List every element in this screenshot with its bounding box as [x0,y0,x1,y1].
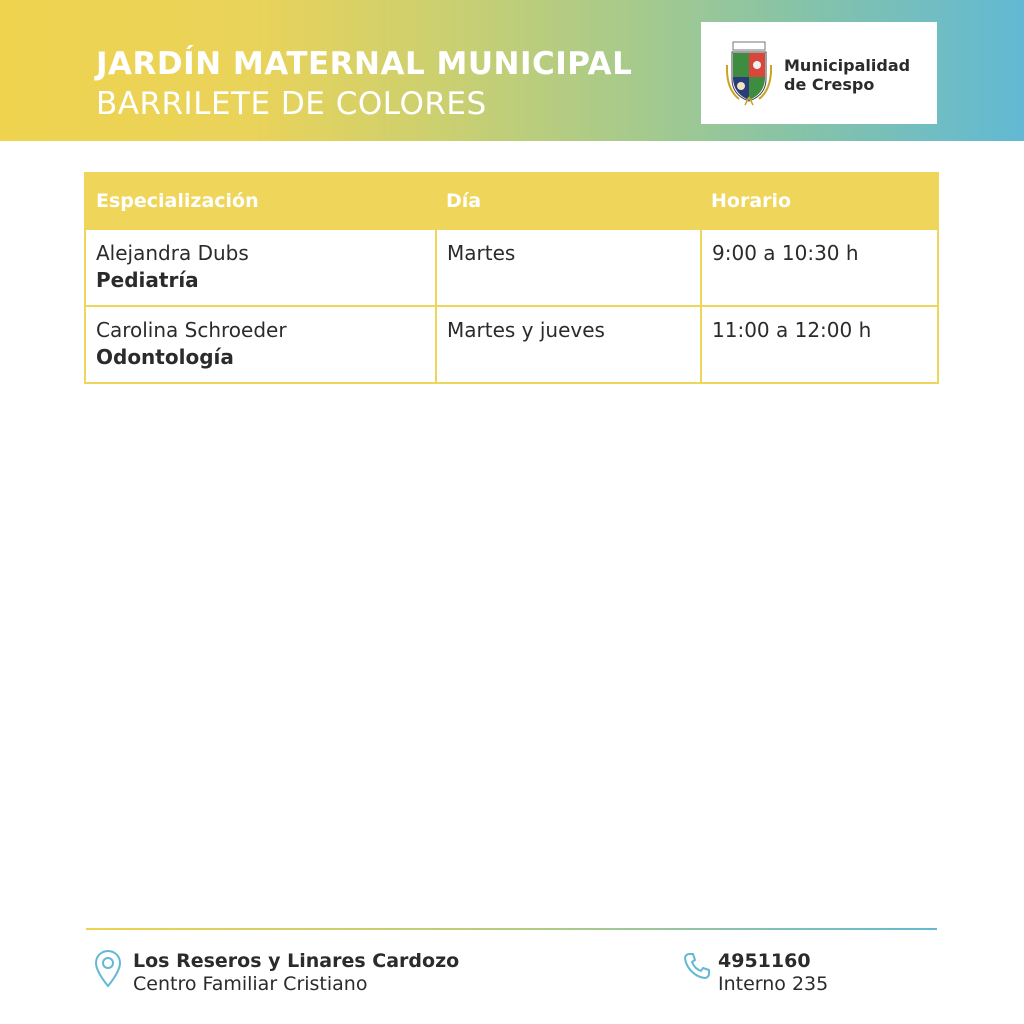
column-header-specialization: Especialización [85,173,436,229]
phone-extension: Interno 235 [718,973,829,995]
column-header-time: Horario [701,173,938,229]
footer-divider [86,928,937,930]
location-pin-icon [94,949,122,989]
time-cell: 9:00 a 10:30 h [701,229,938,306]
table-row [85,306,938,383]
column-header-day: Día [436,173,701,229]
specialist-cell [85,229,436,306]
page-subtitle: BARRILETE DE COLORES [96,86,487,122]
time-cell: 11:00 a 12:00 h [701,306,938,383]
phone-icon [682,951,712,981]
municipality-logo [701,22,937,124]
address-line-1: Los Reseros y Linares Cardozo [133,950,460,972]
page-title: JARDÍN MATERNAL MUNICIPAL [96,46,633,82]
specialist-name: Carolina Schroeder [96,318,287,342]
logo-line-2: de Crespo [784,75,875,94]
day-cell: Martes [436,229,701,306]
logo-line-1: Municipalidad [784,56,911,75]
table-row [85,229,938,306]
specialty-label: Odontología [96,345,234,369]
table-header-row [85,173,938,229]
municipal-crest-icon [725,39,773,107]
specialist-name: Alejandra Dubs [96,241,249,265]
phone-number: 4951160 [718,950,811,972]
logo-text [784,56,910,94]
specialty-label: Pediatría [96,268,199,292]
schedule-table [84,172,939,384]
specialist-cell [85,306,436,383]
header-banner [0,0,1024,141]
address-line-2: Centro Familiar Cristiano [133,973,368,995]
day-cell: Martes y jueves [436,306,701,383]
